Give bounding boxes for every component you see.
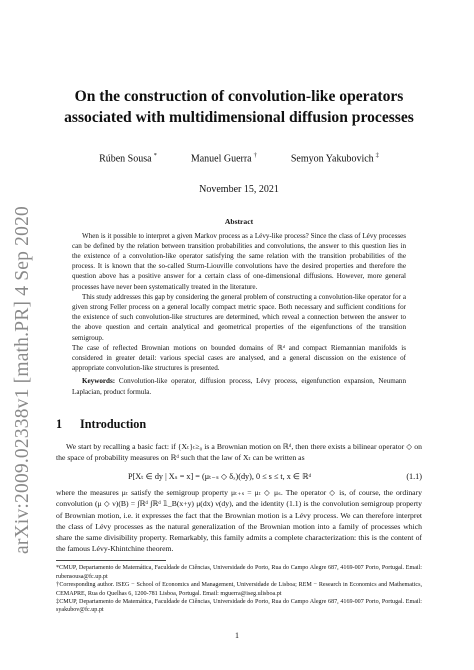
page-number: 1: [235, 631, 239, 640]
section-heading: [56, 417, 422, 432]
footnote: *CMUP, Departamento de Matemática, Faculdade de Ciências, Universidade do Porto, Rua do Campo Alegre 687, 4169-007 Porto, Portugal. Email: rubensousa@fc.up.pt: [56, 565, 422, 580]
author: [291, 152, 379, 164]
title-line-1: On the construction of convolution-like operators: [74, 88, 404, 105]
intro-paragraph: We start by recalling a basic fact: if {Xₜ}ₜ≥₀ is a Brownian motion on ℝᵈ, then there exists a bilinear operator ◇ on the space of probability measures on ℝᵈ such that the law of Xₜ can be written as: [56, 441, 422, 462]
abstract-paragraph: When is it possible to interpret a given Markov process as a Lévy-like process? Since the class of Lévy processes can be defined by the relation between transition probabilities and convolutions, the answer to this question lies in the existence of a convolution-like operator satisfying the same relation with the transition probabilities of the process. It is known that the so-called Sturm-Liouville convolutions have the desired properties and therefore the question above has a positive answer for a certain class of one-dimensional diffusions. However, more general processes have never been systematically treated in the literature.: [72, 231, 406, 291]
author-name: Rúben Sousa: [99, 153, 152, 165]
author-mark: *: [153, 152, 157, 159]
keywords-text: Convolution-like operator, diffusion process, Lévy process, eigenfunction expansion, Neumann Laplacian, product formula.: [72, 377, 406, 396]
paper-page: [56, 0, 422, 615]
introduction-body: [56, 441, 422, 555]
equation-1-1: [56, 467, 422, 485]
author: [99, 152, 157, 164]
author-mark: †: [253, 152, 257, 159]
intro-paragraph: where the measures μₜ satisfy the semigroup property μₜ₊ₛ = μₜ ◇ μₛ. The operator ◇ is, of course, the ordinary convolution (μ ◇ ν)(B) = ∫ℝᵈ ∫ℝᵈ 𝟙_B(x+y) μ(dx) ν(dy), and the identity (1.1) is the convolution semigroup property of Brownian motion, i.e. it expresses the fact that the Brownian motion is a Lévy process. We can therefore interpret the class of Lévy processes as the natural generalization of the Brownian motion into a family of processes which share the same divisibility property. Remarkably, this family admits a complete characterization: this is the content of the famous Lévy-Khintchine theorem.: [56, 488, 422, 554]
section-title: Introduction: [80, 416, 147, 431]
footnote: †Corresponding author. ISEG − School of Economics and Management, Universidade de Lisboa; REM − Research in Economics and Mathematics, CEMAPRE, Rua do Quelhas 6, 1200-781 Lisboa, Portugal. Email: mguerra@iseg.ulisboa.pt: [56, 582, 422, 597]
equation-formula: P[Xₜ ∈ dy | Xₛ = x] = (μₜ₋ₛ ◇ δₓ)(dy), 0 ≤ s ≤ t, x ∈ ℝᵈ: [128, 472, 312, 482]
abstract-paragraph: The case of reflected Brownian motions on bounded domains of ℝᵈ and compact Riemannian manifolds is considered in greater detail: various special cases are analysed, and a general discussion on the existence of appropriate convolution-like structures is presented.: [72, 343, 406, 373]
keywords-label: Keywords:: [82, 377, 116, 386]
abstract: [72, 217, 406, 396]
arxiv-identifier: arXiv:2009.02338v1 [math.PR] 4 Sep 2020: [12, 206, 33, 554]
abstract-paragraph: This study addresses this gap by considering the general problem of constructing a convolution-like operator for a given strong Feller process on a general locally compact metric space. Both necessary and sufficient conditions for the existence of such convolution-like structures are determined, which reveal a connection between the answer to the above question and certain analytical and geometrical properties of the eigenfunctions of the transition semigroup.: [72, 292, 406, 342]
abstract-heading: Abstract: [224, 217, 254, 227]
paper-date: November 15, 2021: [199, 184, 279, 196]
equation-number: (1.1): [406, 472, 422, 482]
title-line-2: associated with multidimensional diffusion processes: [64, 109, 414, 126]
paper-title: [56, 86, 422, 128]
author-name: Manuel Guerra: [190, 153, 252, 165]
section-number: 1: [56, 416, 63, 431]
author-list: [56, 152, 422, 164]
footnote: ‡CMUP, Departamento de Matemática, Faculdade de Ciências, Universidade do Porto, Rua do Campo Alegre 687, 4169-007 Porto, Portugal. Email: syakubov@fc.up.pt: [56, 599, 422, 614]
footnote-rule: [56, 560, 422, 614]
author-name: Semyon Yakubovich: [290, 153, 374, 165]
keywords: [72, 376, 406, 396]
author-mark: ‡: [375, 152, 379, 159]
arxiv-sidebar: [8, 200, 38, 560]
author: [191, 152, 257, 164]
